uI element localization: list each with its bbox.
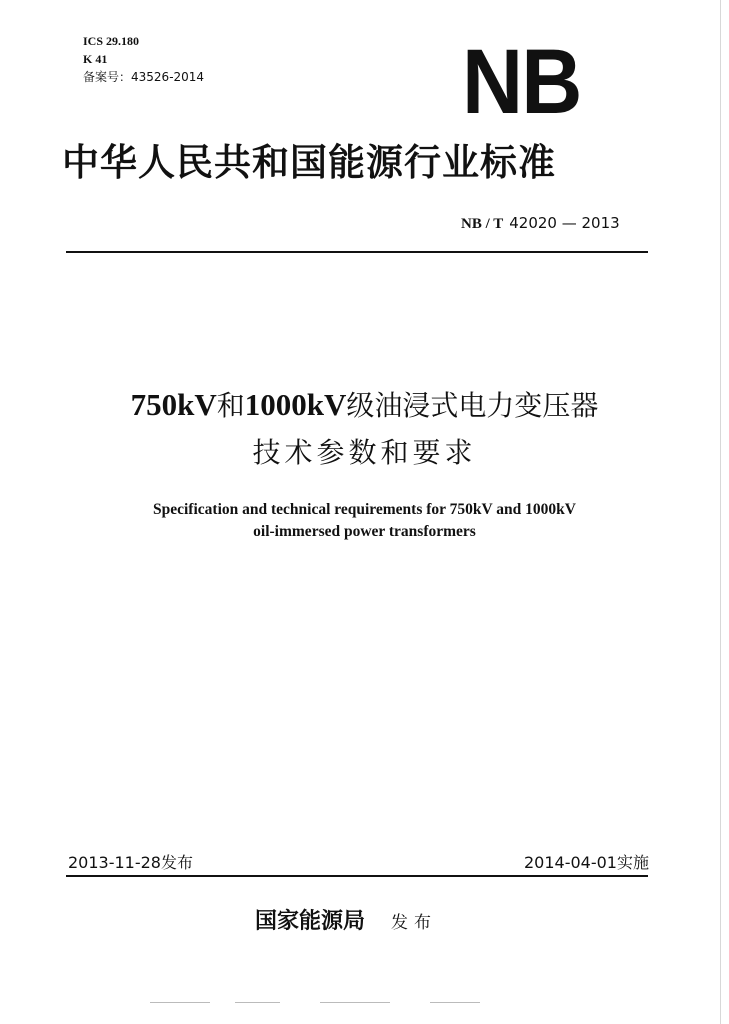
scan-artifact [430, 1002, 480, 1003]
issue-date: 2013-11-28发布 [68, 853, 193, 872]
scan-artifact [235, 1002, 280, 1003]
standard-code: 42020 — 2013 [509, 214, 620, 232]
org-title: 中华人民共和国能源行业标准 [62, 140, 556, 184]
scan-artifact [320, 1002, 390, 1003]
issuer-name: 国家能源局 [255, 908, 366, 934]
record-label: 备案号： [83, 70, 132, 84]
issuer [255, 904, 437, 935]
header-rule [66, 251, 648, 253]
title-cn-line2: 技术参数和要求 [252, 436, 477, 469]
standard-number [461, 214, 620, 233]
scan-artifact [150, 1002, 210, 1003]
standard-prefix: NB / T [461, 216, 504, 232]
ics-code: ICS 29.180 [83, 34, 140, 48]
title-en-line2: oil-immersed power transformers [253, 523, 476, 540]
nb-logo: NB [462, 31, 581, 133]
record-number [83, 68, 204, 86]
footer-rule [66, 875, 648, 877]
record-value: 43526-2014 [131, 70, 205, 84]
implementation-date: 2014-04-01实施 [524, 853, 649, 872]
issuer-action: 发布 [391, 913, 438, 933]
classification-block [83, 32, 204, 86]
category-code: K 41 [83, 52, 108, 66]
title-en-line1: Specification and technical requirements for 750kV and 1000kV [153, 501, 576, 518]
title-cn-line1: 750kV和1000kV级油浸式电力变压器 [130, 387, 599, 422]
